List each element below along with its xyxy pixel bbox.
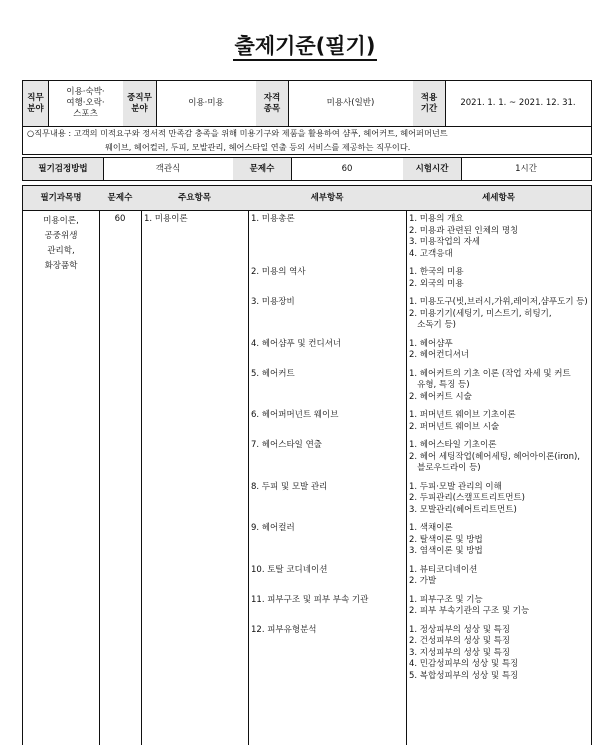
detail-item: 4. 고객응대 — [409, 248, 453, 259]
detail-item: 3. 지성피부의 성상 및 특징 — [409, 647, 511, 658]
duty-description-line1: ○직무내용 : 고객의 미적요구와 정서적 만족감 충족을 위해 미용기구와 제품을 활용하여 샴푸, 헤어커트, 헤어퍼머넌트 — [27, 128, 448, 138]
detail-item: 2. 건성피부의 성상 및 특징 — [409, 636, 511, 646]
sub-item: 1. 미용총론 — [251, 214, 295, 224]
detail-item: 2. 미용과 관련된 인체의 명칭 — [409, 225, 519, 236]
detail-item: 1. 헤어샴푸 — [409, 338, 453, 349]
detail-item: 1. 색채이론 — [409, 523, 453, 533]
question-count-value: 60 — [341, 163, 353, 174]
detail-item: 1. 퍼머넌트 웨이브 기초이론 — [409, 410, 516, 420]
detail-item: 5. 복합성피부의 성상 및 특징 — [409, 670, 519, 681]
sub-item: 8. 두피 및 모발 관리 — [251, 481, 328, 492]
sub-item-column — [249, 186, 405, 746]
detail-item-column — [407, 186, 591, 746]
detail-item: 2. 헤어 세팅작업(헤어세팅, 헤어아이론(iron), — [409, 451, 580, 462]
detail-item: 1. 헤어스타일 기초이론 — [409, 440, 497, 450]
detail-item: 1. 피부구조 및 기능 — [409, 594, 483, 605]
detail-item: 1. 미용도구(빗,브러시,가위,레이저,샴푸도기 등) — [409, 297, 588, 307]
detail-item: 2. 탈색이론 및 방법 — [409, 534, 483, 545]
duty-description-line2: 웨이브, 헤어컬러, 두피, 모발관리, 헤어스타일 연출 등의 서비스를 제공하는 직무이다. — [105, 142, 411, 152]
exam-time-label: 시험시간 — [403, 158, 461, 180]
detail-item: 2. 헤어컨디셔너 — [409, 350, 470, 360]
sub-item: 7. 헤어스타일 연출 — [251, 440, 322, 450]
detail-item: 3. 염색이론 및 방법 — [409, 546, 483, 556]
detail-item: 2. 미용기기(세팅기, 미스트기, 히팅기, — [409, 308, 552, 319]
syllabus-table — [22, 185, 592, 745]
cert-label: 자격 종목 — [256, 81, 288, 126]
sub-item: 5. 헤어커트 — [251, 368, 295, 379]
detail-item: 1. 정상피부의 성상 및 특징 — [409, 624, 511, 635]
column-detail-item: 세세항목 — [406, 186, 591, 210]
exam-time-value: 1시간 — [515, 163, 537, 174]
column-count: 문제수 — [99, 186, 141, 210]
exam-method-label: 필기검정방법 — [23, 158, 103, 180]
subject-name: 미용이론, 공중위생 관리학, 화장품학 — [43, 216, 79, 271]
detail-item: 2. 피부 부속기관의 구조 및 기능 — [409, 606, 530, 616]
detail-item: 1. 두피·모발 관리의 이해 — [409, 481, 502, 492]
detail-item: 2. 가발 — [409, 576, 437, 586]
question-count-label: 문제수 — [233, 158, 291, 180]
column-subject: 필기과목명 — [23, 186, 99, 210]
column-sub-item: 세부항목 — [248, 186, 406, 210]
mid-field-label: 중직무 분야 — [123, 81, 156, 126]
sub-item: 9. 헤어컬러 — [251, 523, 295, 533]
sub-item: 3. 미용장비 — [251, 297, 295, 307]
cert-value: 미용사(일반) — [326, 98, 375, 108]
field-value: 이용·숙박· 여행·오락· 스포츠 — [66, 87, 105, 119]
main-item: 1. 미용이론 — [144, 214, 188, 224]
sub-item: 2. 미용의 역사 — [251, 267, 306, 277]
sub-item: 4. 헤어샴푸 및 컨디셔너 — [251, 338, 342, 349]
field-label: 직무 분야 — [23, 81, 48, 126]
column-main-item: 주요항목 — [141, 186, 248, 210]
detail-item: 1. 미용의 개요 — [409, 214, 464, 224]
header-table — [22, 80, 592, 155]
detail-item: 2. 퍼머넌트 웨이브 시술 — [409, 421, 500, 432]
period-label: 적용 기간 — [413, 81, 445, 126]
detail-item: 1. 헤어커트의 기초 이론 (작업 자세 및 커트 — [409, 368, 571, 379]
sub-item: 6. 헤어퍼머넌트 웨이브 — [251, 410, 339, 420]
period-value: 2021. 1. 1. ~ 2021. 12. 31. — [460, 98, 576, 108]
detail-item: 1. 뷰티코디네이션 — [409, 564, 478, 575]
sub-item: 10. 토탈 코디네이션 — [251, 564, 328, 575]
page-title: 출제기준(필기) — [0, 30, 610, 60]
sub-item: 12. 피부유형분석 — [251, 624, 317, 635]
sub-item: 11. 피부구조 및 피부 부속 기관 — [251, 594, 369, 605]
detail-item: 3. 모발관리(헤어트리트먼트) — [409, 504, 517, 515]
detail-item: 4. 민감성피부의 성상 및 특징 — [409, 659, 519, 669]
detail-item: 블로우드라이 등) — [409, 463, 481, 473]
detail-item: 3. 미용작업의 자세 — [409, 237, 480, 247]
detail-item: 유형, 특징 등) — [409, 380, 470, 390]
exam-info-row — [22, 157, 592, 181]
detail-item: 소독기 등) — [409, 320, 456, 330]
subject-question-count: 60 — [114, 214, 126, 224]
mid-field-value: 이용·미용 — [188, 98, 224, 108]
detail-item: 2. 두피관리(스캘프트리트먼트) — [409, 493, 525, 503]
detail-item: 2. 헤어커트 시술 — [409, 391, 472, 402]
detail-item: 2. 외국의 미용 — [409, 278, 464, 289]
detail-item: 1. 한국의 미용 — [409, 267, 464, 277]
exam-method-value: 객관식 — [155, 163, 181, 174]
